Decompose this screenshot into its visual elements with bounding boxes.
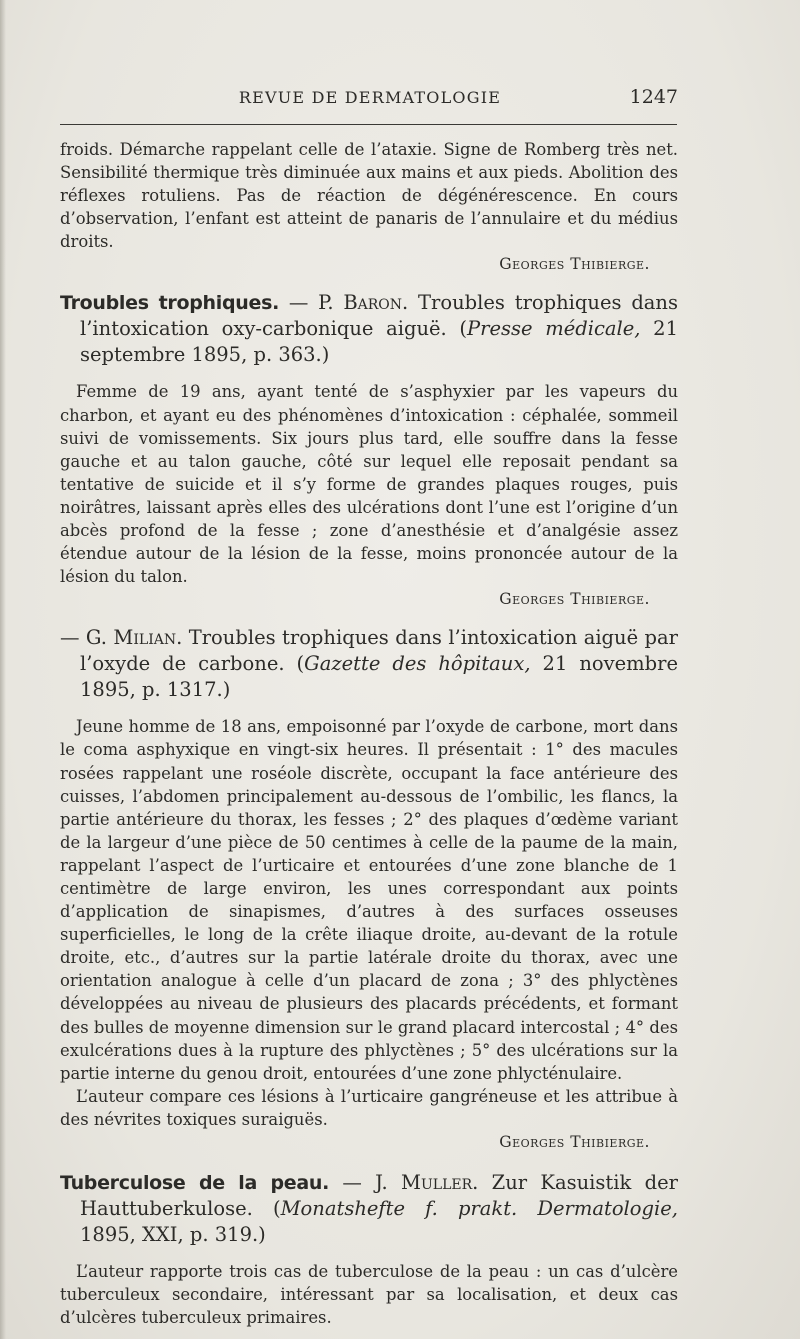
- entry-body: Femme de 19 ans, ayant tenté de s’asphyxier par les vapeurs du charbon, et ayant eu des phénomènes d’intoxication : céphalée, sommeil suivi de vomissements. Six jours plus tard, elle souffre dans la fesse gauche et au talon gauche, côté sur lequel elle reposait pendant sa tentative de suicide et il s’y forme de grandes plaques rouges, puis noirâtres, laissant après elles des ulcérations dont l’une est l’origine d’un abcès profond de la fesse ; zone d’anesthésie et d’analgésie assez étendue autour de la lésion de la fesse, moins prononcée autour de la lésion du talon.: [60, 382, 678, 587]
- signature: Georges Thibierge.: [499, 255, 650, 274]
- citation-date: 1895, XXI, p. 319.): [80, 1223, 266, 1246]
- entry-body: L’auteur rapporte trois cas de tuberculose de la peau : un cas d’ulcère tuberculeux secondaire, intéressant par sa localisation, et deux cas d’ulcères tuberculeux primaires.: [60, 1262, 678, 1328]
- entry-body: Jeune homme de 18 ans, empoisonné par l’oxyde de carbone, mort dans le coma asphyxique en vingt-six heures. Il présentait : 1° des macules rosées rappelant une roséole discrète, occupant la face antérieure des cuisses, l’abdomen principalement au-dessous de l’ombilic, les flancs, la partie antérieure du thorax, les fesses ; 2° des plaques d’œdème variant de la largeur d’une pièce de 50 centimes à celle de la paume de la main, rappelant l’aspect de l’urticaire et entourées d’une zone blanche de 1 centimètre de large environ, les unes correspondant aux points d’application de sinapismes, d’autres à des surfaces osseuses superficielles, le long de la crête iliaque droite, au-devant de la rotule droite, etc., d’autres sur la partie latérale droite du thorax, avec une orientation analogue à celle d’un placard de zona ; 3° des phlyctènes développées au niveau de plusieurs des placards précédents, et formant des bulles de moyenne dimension sur le grand placard intercostal ; 4° des exulcérations dues à la rupture des phlyctènes ; 5° des ulcérations sur la partie interne du genou droit, entourées d’une zone phlycténulaire.: [60, 717, 678, 1083]
- section-heading: Troubles trophiques.: [60, 292, 280, 315]
- article-title: . Zur Kasuistik der Hauttuberkulose. (: [80, 1171, 678, 1220]
- page-edge-shadow: [0, 0, 6, 1339]
- conclusion-with-signature: [60, 1085, 678, 1131]
- signature: Georges Thibierge.: [499, 590, 650, 609]
- entry-citation: [60, 290, 678, 368]
- entry-citation: [60, 1170, 678, 1248]
- page-number: 1247: [629, 86, 678, 108]
- running-title: REVUE DE DERMATOLOGIE: [238, 88, 502, 107]
- section-heading: Tuberculose de la peau.: [60, 1172, 330, 1194]
- review-entry-baron: [60, 290, 678, 611]
- entry-conclusion: [60, 1085, 678, 1131]
- author-name: Milian: [113, 626, 177, 650]
- author-name: Baron: [343, 291, 403, 315]
- journal-name: Gazette des hôpitaux,: [304, 652, 531, 676]
- citation-date: 21 novembre 1895, p. 1317.): [80, 652, 679, 702]
- continued-review: [60, 138, 678, 276]
- article-title: . Troubles trophiques dans l’intoxication oxy-carbonique aiguë. (: [80, 291, 678, 341]
- page-content: [60, 138, 678, 1329]
- citation-date: 21 septembre 1895, p. 363.): [80, 317, 678, 367]
- journal-name: Presse médicale,: [467, 317, 641, 341]
- entry-citation: [60, 625, 678, 703]
- continued-paragraph: froids. Démarche rappelant celle de l’ataxie. Signe de Romberg très net. Sensibilité thermique très diminuée aux mains et aux pieds. Abolition des réflexes rotuliens. Pas de réaction de dégénérescence. En cours d’observation, l’enfant est atteint de panaris de l’annulaire et du médius droits.: [60, 140, 678, 252]
- review-entry-milian: [60, 625, 678, 1154]
- review-entry-muller: [60, 1170, 678, 1329]
- author-name: Muller: [401, 1171, 473, 1194]
- citation-dash: — P.: [279, 291, 344, 315]
- citation-dash: — J.: [329, 1171, 402, 1194]
- citation-dash: — G.: [60, 626, 114, 650]
- signature: Georges Thibierge.: [499, 1133, 650, 1151]
- header-rule: [60, 124, 677, 125]
- journal-name: Monatshefte f. prakt. Dermatologie,: [280, 1197, 678, 1220]
- conclusion-text: L’auteur compare ces lésions à l’urticaire gangréneuse et les attribue à des névrites toxiques suraiguës.: [60, 1086, 678, 1129]
- article-title: . Troubles trophiques dans l’intoxication aiguë par l’oxyde de carbone. (: [80, 626, 678, 676]
- page-header: [60, 84, 680, 114]
